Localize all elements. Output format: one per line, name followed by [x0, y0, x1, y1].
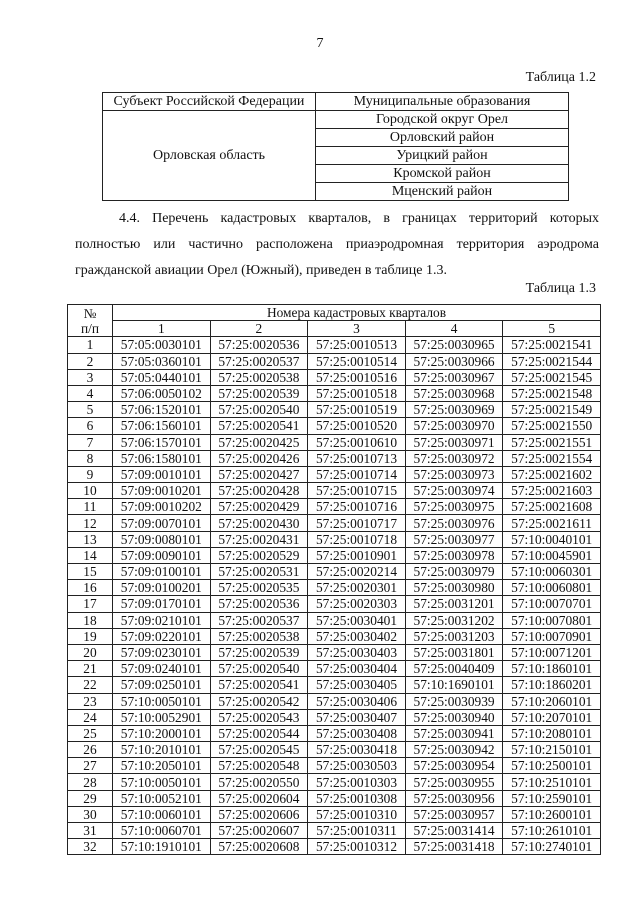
cadastral-number-cell: 57:25:0020606	[210, 806, 308, 822]
cadastral-number-cell: 57:10:2060101	[503, 693, 601, 709]
table-subheader-row	[68, 321, 601, 337]
table-row	[68, 758, 601, 774]
cadastral-number-cell: 57:25:0021550	[503, 418, 601, 434]
table-row	[68, 499, 601, 515]
municipality-cell: Мценский район	[316, 183, 569, 201]
table-row	[68, 806, 601, 822]
cadastral-number-cell: 57:25:0021603	[503, 483, 601, 499]
cadastral-number-cell: 57:25:0021541	[503, 337, 601, 353]
cadastral-number-cell: 57:25:0021608	[503, 499, 601, 515]
cadastral-number-cell: 57:25:0030940	[405, 709, 503, 725]
table-row	[68, 677, 601, 693]
table-1-2-caption: Таблица 1.2	[525, 70, 596, 85]
cadastral-number-cell: 57:25:0010518	[308, 385, 406, 401]
cadastral-number-cell: 57:06:0050102	[113, 385, 211, 401]
cadastral-number-cell: 57:25:0010303	[308, 774, 406, 790]
page-number: 7	[316, 36, 324, 51]
section-paragraph: 4.4. Перечень кадастровых кварталов, в границах территорий которых полностью или частично расположена приаэродромная территория аэродрома гражданской авиации Орел (Южный), приведен в таблице 1.3.	[75, 211, 599, 278]
row-number-cell: 24	[68, 709, 113, 725]
cadastral-number-cell: 57:25:0020544	[210, 725, 308, 741]
cadastral-number-cell: 57:10:0052901	[113, 709, 211, 725]
cadastral-number-cell: 57:25:0010714	[308, 466, 406, 482]
row-number-cell: 18	[68, 612, 113, 628]
row-number-cell: 13	[68, 531, 113, 547]
column-header: 1	[113, 321, 211, 337]
column-header: 2	[210, 321, 308, 337]
cadastral-number-cell: 57:10:2010101	[113, 742, 211, 758]
cadastral-number-cell: 57:25:0010520	[308, 418, 406, 434]
cadastral-number-cell: 57:25:0030941	[405, 725, 503, 741]
cadastral-number-cell: 57:25:0030956	[405, 790, 503, 806]
header-group: Номера кадастровых кварталов	[113, 305, 601, 321]
cadastral-number-cell: 57:25:0030406	[308, 693, 406, 709]
table-row	[68, 580, 601, 596]
cadastral-number-cell: 57:10:2070101	[503, 709, 601, 725]
cadastral-number-cell: 57:25:0021544	[503, 353, 601, 369]
cadastral-number-cell: 57:09:0100101	[113, 564, 211, 580]
cadastral-number-cell: 57:06:1580101	[113, 450, 211, 466]
cadastral-number-cell: 57:25:0030974	[405, 483, 503, 499]
header-number-top: №	[83, 305, 97, 321]
cadastral-number-cell: 57:25:0021602	[503, 466, 601, 482]
table-row	[68, 661, 601, 677]
cadastral-number-cell: 57:25:0030954	[405, 758, 503, 774]
cadastral-number-cell: 57:25:0030405	[308, 677, 406, 693]
cadastral-number-cell: 57:06:1520101	[113, 402, 211, 418]
cadastral-number-cell: 57:25:0030955	[405, 774, 503, 790]
cadastral-number-cell: 57:25:0010513	[308, 337, 406, 353]
row-number-cell: 17	[68, 596, 113, 612]
table-row	[68, 644, 601, 660]
cadastral-number-cell: 57:25:0030971	[405, 434, 503, 450]
cadastral-number-cell: 57:25:0020426	[210, 450, 308, 466]
cadastral-number-cell: 57:25:0020301	[308, 580, 406, 596]
cadastral-number-cell: 57:10:1860201	[503, 677, 601, 693]
table-row	[68, 466, 601, 482]
cadastral-number-cell: 57:25:0030503	[308, 758, 406, 774]
cadastral-number-cell: 57:25:0020535	[210, 580, 308, 596]
cadastral-number-cell: 57:10:2740101	[503, 839, 601, 855]
cadastral-number-cell: 57:10:2050101	[113, 758, 211, 774]
cadastral-number-cell: 57:10:1690101	[405, 677, 503, 693]
cadastral-number-cell: 57:25:0020427	[210, 466, 308, 482]
cadastral-number-cell: 57:10:2600101	[503, 806, 601, 822]
column-header: 4	[405, 321, 503, 337]
cadastral-number-cell: 57:25:0020607	[210, 823, 308, 839]
table-row	[68, 742, 601, 758]
cadastral-number-cell: 57:25:0020542	[210, 693, 308, 709]
cadastral-number-cell: 57:25:0020536	[210, 596, 308, 612]
cadastral-number-cell: 57:25:0030979	[405, 564, 503, 580]
cadastral-number-cell: 57:25:0030973	[405, 466, 503, 482]
cadastral-number-cell: 57:25:0010716	[308, 499, 406, 515]
cadastral-number-cell: 57:25:0031203	[405, 628, 503, 644]
cadastral-number-cell: 57:10:0070801	[503, 612, 601, 628]
cadastral-number-cell: 57:10:2500101	[503, 758, 601, 774]
cadastral-number-cell: 57:25:0030418	[308, 742, 406, 758]
table-1-3	[67, 304, 601, 855]
cadastral-number-cell: 57:25:0020540	[210, 661, 308, 677]
cadastral-number-cell: 57:25:0020538	[210, 628, 308, 644]
cadastral-number-cell: 57:10:0052101	[113, 790, 211, 806]
table-row	[68, 774, 601, 790]
table-row	[68, 402, 601, 418]
table-body	[68, 337, 601, 855]
row-number-cell: 28	[68, 774, 113, 790]
table-row	[68, 434, 601, 450]
table-row	[68, 790, 601, 806]
row-number-cell: 16	[68, 580, 113, 596]
table-row	[68, 839, 601, 855]
row-number-cell: 21	[68, 661, 113, 677]
row-number-cell: 10	[68, 483, 113, 499]
cadastral-number-cell: 57:10:0040101	[503, 531, 601, 547]
cadastral-number-cell: 57:25:0020541	[210, 418, 308, 434]
column-header: 5	[503, 321, 601, 337]
table-row	[68, 547, 601, 563]
row-number-cell: 9	[68, 466, 113, 482]
table-1-2	[102, 92, 569, 201]
cadastral-number-cell: 57:25:0030939	[405, 693, 503, 709]
cadastral-number-cell: 57:25:0021548	[503, 385, 601, 401]
cadastral-number-cell: 57:25:0030972	[405, 450, 503, 466]
cadastral-number-cell: 57:25:0020543	[210, 709, 308, 725]
row-number-cell: 15	[68, 564, 113, 580]
cadastral-number-cell: 57:25:0030969	[405, 402, 503, 418]
table-row	[68, 337, 601, 353]
table-row	[68, 515, 601, 531]
cadastral-number-cell: 57:25:0010713	[308, 450, 406, 466]
cadastral-number-cell: 57:09:0010202	[113, 499, 211, 515]
cadastral-number-cell: 57:10:0070701	[503, 596, 601, 612]
row-number-cell: 22	[68, 677, 113, 693]
cadastral-number-cell: 57:05:0360101	[113, 353, 211, 369]
cadastral-number-cell: 57:25:0020428	[210, 483, 308, 499]
table-row	[68, 693, 601, 709]
header-number-bottom: п/п	[80, 320, 100, 336]
row-number-cell: 2	[68, 353, 113, 369]
row-number-cell: 14	[68, 547, 113, 563]
cadastral-number-cell: 57:25:0020548	[210, 758, 308, 774]
cadastral-number-cell: 57:25:0030957	[405, 806, 503, 822]
table-row	[68, 628, 601, 644]
table-row	[68, 450, 601, 466]
cadastral-number-cell: 57:25:0020604	[210, 790, 308, 806]
column-header: 3	[308, 321, 406, 337]
row-number-cell: 30	[68, 806, 113, 822]
cadastral-number-cell: 57:25:0010516	[308, 369, 406, 385]
cadastral-number-cell: 57:25:0020537	[210, 612, 308, 628]
cadastral-number-cell: 57:25:0020608	[210, 839, 308, 855]
municipality-cell: Кромской район	[316, 165, 569, 183]
cadastral-number-cell: 57:25:0020430	[210, 515, 308, 531]
cadastral-number-cell: 57:06:1570101	[113, 434, 211, 450]
table-header-row	[68, 305, 601, 321]
cadastral-number-cell: 57:25:0030977	[405, 531, 503, 547]
cadastral-number-cell: 57:25:0021551	[503, 434, 601, 450]
cadastral-number-cell: 57:25:0020550	[210, 774, 308, 790]
cadastral-number-cell: 57:25:0030404	[308, 661, 406, 677]
row-number-cell: 4	[68, 385, 113, 401]
cadastral-number-cell: 57:25:0010718	[308, 531, 406, 547]
cadastral-number-cell: 57:06:1560101	[113, 418, 211, 434]
cadastral-number-cell: 57:25:0020529	[210, 547, 308, 563]
municipality-cell: Орловский район	[316, 129, 569, 147]
subject-cell: Орловская область	[103, 111, 316, 201]
cadastral-number-cell: 57:25:0020214	[308, 564, 406, 580]
table-row	[68, 596, 601, 612]
cadastral-number-cell: 57:10:2610101	[503, 823, 601, 839]
cadastral-number-cell: 57:09:0090101	[113, 547, 211, 563]
row-number-cell: 20	[68, 644, 113, 660]
cadastral-number-cell: 57:25:0010514	[308, 353, 406, 369]
cadastral-number-cell: 57:25:0030407	[308, 709, 406, 725]
cadastral-number-cell: 57:25:0030408	[308, 725, 406, 741]
cadastral-number-cell: 57:25:0030403	[308, 644, 406, 660]
cadastral-number-cell: 57:05:0440101	[113, 369, 211, 385]
cadastral-number-cell: 57:25:0030968	[405, 385, 503, 401]
cadastral-number-cell: 57:25:0020537	[210, 353, 308, 369]
cadastral-number-cell: 57:10:0060701	[113, 823, 211, 839]
cadastral-number-cell: 57:09:0100201	[113, 580, 211, 596]
table-row	[68, 385, 601, 401]
cadastral-number-cell: 57:10:0045901	[503, 547, 601, 563]
table-header-row	[103, 93, 569, 111]
table-1-3-caption: Таблица 1.3	[525, 281, 596, 296]
cadastral-number-cell: 57:09:0010101	[113, 466, 211, 482]
cadastral-number-cell: 57:25:0030966	[405, 353, 503, 369]
cadastral-number-cell: 57:25:0021549	[503, 402, 601, 418]
cadastral-number-cell: 57:10:2080101	[503, 725, 601, 741]
cadastral-number-cell: 57:25:0031201	[405, 596, 503, 612]
table-row	[68, 483, 601, 499]
cadastral-number-cell: 57:25:0030965	[405, 337, 503, 353]
row-number-cell: 25	[68, 725, 113, 741]
cadastral-number-cell: 57:25:0020429	[210, 499, 308, 515]
cadastral-number-cell: 57:25:0010519	[308, 402, 406, 418]
row-number-cell: 12	[68, 515, 113, 531]
cadastral-number-cell: 57:25:0030967	[405, 369, 503, 385]
cadastral-number-cell: 57:25:0021554	[503, 450, 601, 466]
header-municipalities: Муниципальные образования	[316, 93, 569, 111]
municipality-cell: Урицкий район	[316, 147, 569, 165]
municipality-cell: Городской округ Орел	[316, 111, 569, 129]
cadastral-number-cell: 57:10:2150101	[503, 742, 601, 758]
row-number-cell: 19	[68, 628, 113, 644]
cadastral-number-cell: 57:10:0060301	[503, 564, 601, 580]
cadastral-number-cell: 57:25:0031418	[405, 839, 503, 855]
row-number-cell: 11	[68, 499, 113, 515]
table-row	[68, 564, 601, 580]
table-row	[68, 725, 601, 741]
cadastral-number-cell: 57:25:0020303	[308, 596, 406, 612]
cadastral-number-cell: 57:25:0040409	[405, 661, 503, 677]
cadastral-number-cell: 57:25:0020538	[210, 369, 308, 385]
cadastral-number-cell: 57:09:0240101	[113, 661, 211, 677]
row-number-cell: 31	[68, 823, 113, 839]
table-row	[68, 612, 601, 628]
cadastral-number-cell: 57:09:0170101	[113, 596, 211, 612]
cadastral-number-cell: 57:10:0060801	[503, 580, 601, 596]
cadastral-number-cell: 57:25:0031414	[405, 823, 503, 839]
cadastral-number-cell: 57:25:0010610	[308, 434, 406, 450]
table-row	[68, 353, 601, 369]
row-number-cell: 32	[68, 839, 113, 855]
row-number-cell: 5	[68, 402, 113, 418]
cadastral-number-cell: 57:25:0020540	[210, 402, 308, 418]
row-number-cell: 7	[68, 434, 113, 450]
cadastral-number-cell: 57:25:0021611	[503, 515, 601, 531]
cadastral-number-cell: 57:10:0060101	[113, 806, 211, 822]
cadastral-number-cell: 57:25:0030402	[308, 628, 406, 644]
row-number-cell: 26	[68, 742, 113, 758]
cadastral-number-cell: 57:25:0031202	[405, 612, 503, 628]
cadastral-number-cell: 57:10:2590101	[503, 790, 601, 806]
cadastral-number-cell: 57:25:0020536	[210, 337, 308, 353]
cadastral-number-cell: 57:25:0020539	[210, 385, 308, 401]
table-row	[68, 709, 601, 725]
cadastral-number-cell: 57:10:1860101	[503, 661, 601, 677]
cadastral-number-cell: 57:25:0010717	[308, 515, 406, 531]
cadastral-number-cell: 57:25:0030978	[405, 547, 503, 563]
row-number-cell: 6	[68, 418, 113, 434]
row-number-cell: 8	[68, 450, 113, 466]
cadastral-number-cell: 57:25:0030401	[308, 612, 406, 628]
cadastral-number-cell: 57:25:0030980	[405, 580, 503, 596]
cadastral-number-cell: 57:25:0010715	[308, 483, 406, 499]
cadastral-number-cell: 57:09:0230101	[113, 644, 211, 660]
cadastral-number-cell: 57:10:2510101	[503, 774, 601, 790]
table-row	[103, 111, 569, 129]
cadastral-number-cell: 57:25:0030975	[405, 499, 503, 515]
header-number	[68, 305, 113, 337]
cadastral-number-cell: 57:25:0010312	[308, 839, 406, 855]
cadastral-number-cell: 57:25:0020539	[210, 644, 308, 660]
cadastral-number-cell: 57:09:0220101	[113, 628, 211, 644]
cadastral-number-cell: 57:25:0031801	[405, 644, 503, 660]
row-number-cell: 23	[68, 693, 113, 709]
cadastral-number-cell: 57:05:0030101	[113, 337, 211, 353]
table-row	[68, 369, 601, 385]
cadastral-number-cell: 57:25:0010311	[308, 823, 406, 839]
table-row	[68, 823, 601, 839]
row-number-cell: 29	[68, 790, 113, 806]
cadastral-number-cell: 57:25:0020545	[210, 742, 308, 758]
cadastral-number-cell: 57:10:0050101	[113, 774, 211, 790]
cadastral-number-cell: 57:25:0020541	[210, 677, 308, 693]
cadastral-number-cell: 57:09:0070101	[113, 515, 211, 531]
header-subject: Субъект Российской Федерации	[103, 93, 316, 111]
table-row	[68, 418, 601, 434]
cadastral-number-cell: 57:25:0030976	[405, 515, 503, 531]
row-number-cell: 27	[68, 758, 113, 774]
cadastral-number-cell: 57:25:0020431	[210, 531, 308, 547]
cadastral-number-cell: 57:25:0020425	[210, 434, 308, 450]
cadastral-number-cell: 57:25:0030942	[405, 742, 503, 758]
cadastral-number-cell: 57:25:0020531	[210, 564, 308, 580]
cadastral-number-cell: 57:25:0010310	[308, 806, 406, 822]
cadastral-number-cell: 57:10:1910101	[113, 839, 211, 855]
cadastral-number-cell: 57:10:0071201	[503, 644, 601, 660]
table-row	[68, 531, 601, 547]
cadastral-number-cell: 57:09:0210101	[113, 612, 211, 628]
cadastral-number-cell: 57:25:0010901	[308, 547, 406, 563]
cadastral-number-cell: 57:10:2000101	[113, 725, 211, 741]
cadastral-number-cell: 57:09:0010201	[113, 483, 211, 499]
cadastral-number-cell: 57:09:0250101	[113, 677, 211, 693]
cadastral-number-cell: 57:09:0080101	[113, 531, 211, 547]
cadastral-number-cell: 57:25:0030970	[405, 418, 503, 434]
cadastral-number-cell: 57:25:0010308	[308, 790, 406, 806]
cadastral-number-cell: 57:10:0050101	[113, 693, 211, 709]
cadastral-number-cell: 57:10:0070901	[503, 628, 601, 644]
cadastral-number-cell: 57:25:0021545	[503, 369, 601, 385]
row-number-cell: 1	[68, 337, 113, 353]
row-number-cell: 3	[68, 369, 113, 385]
